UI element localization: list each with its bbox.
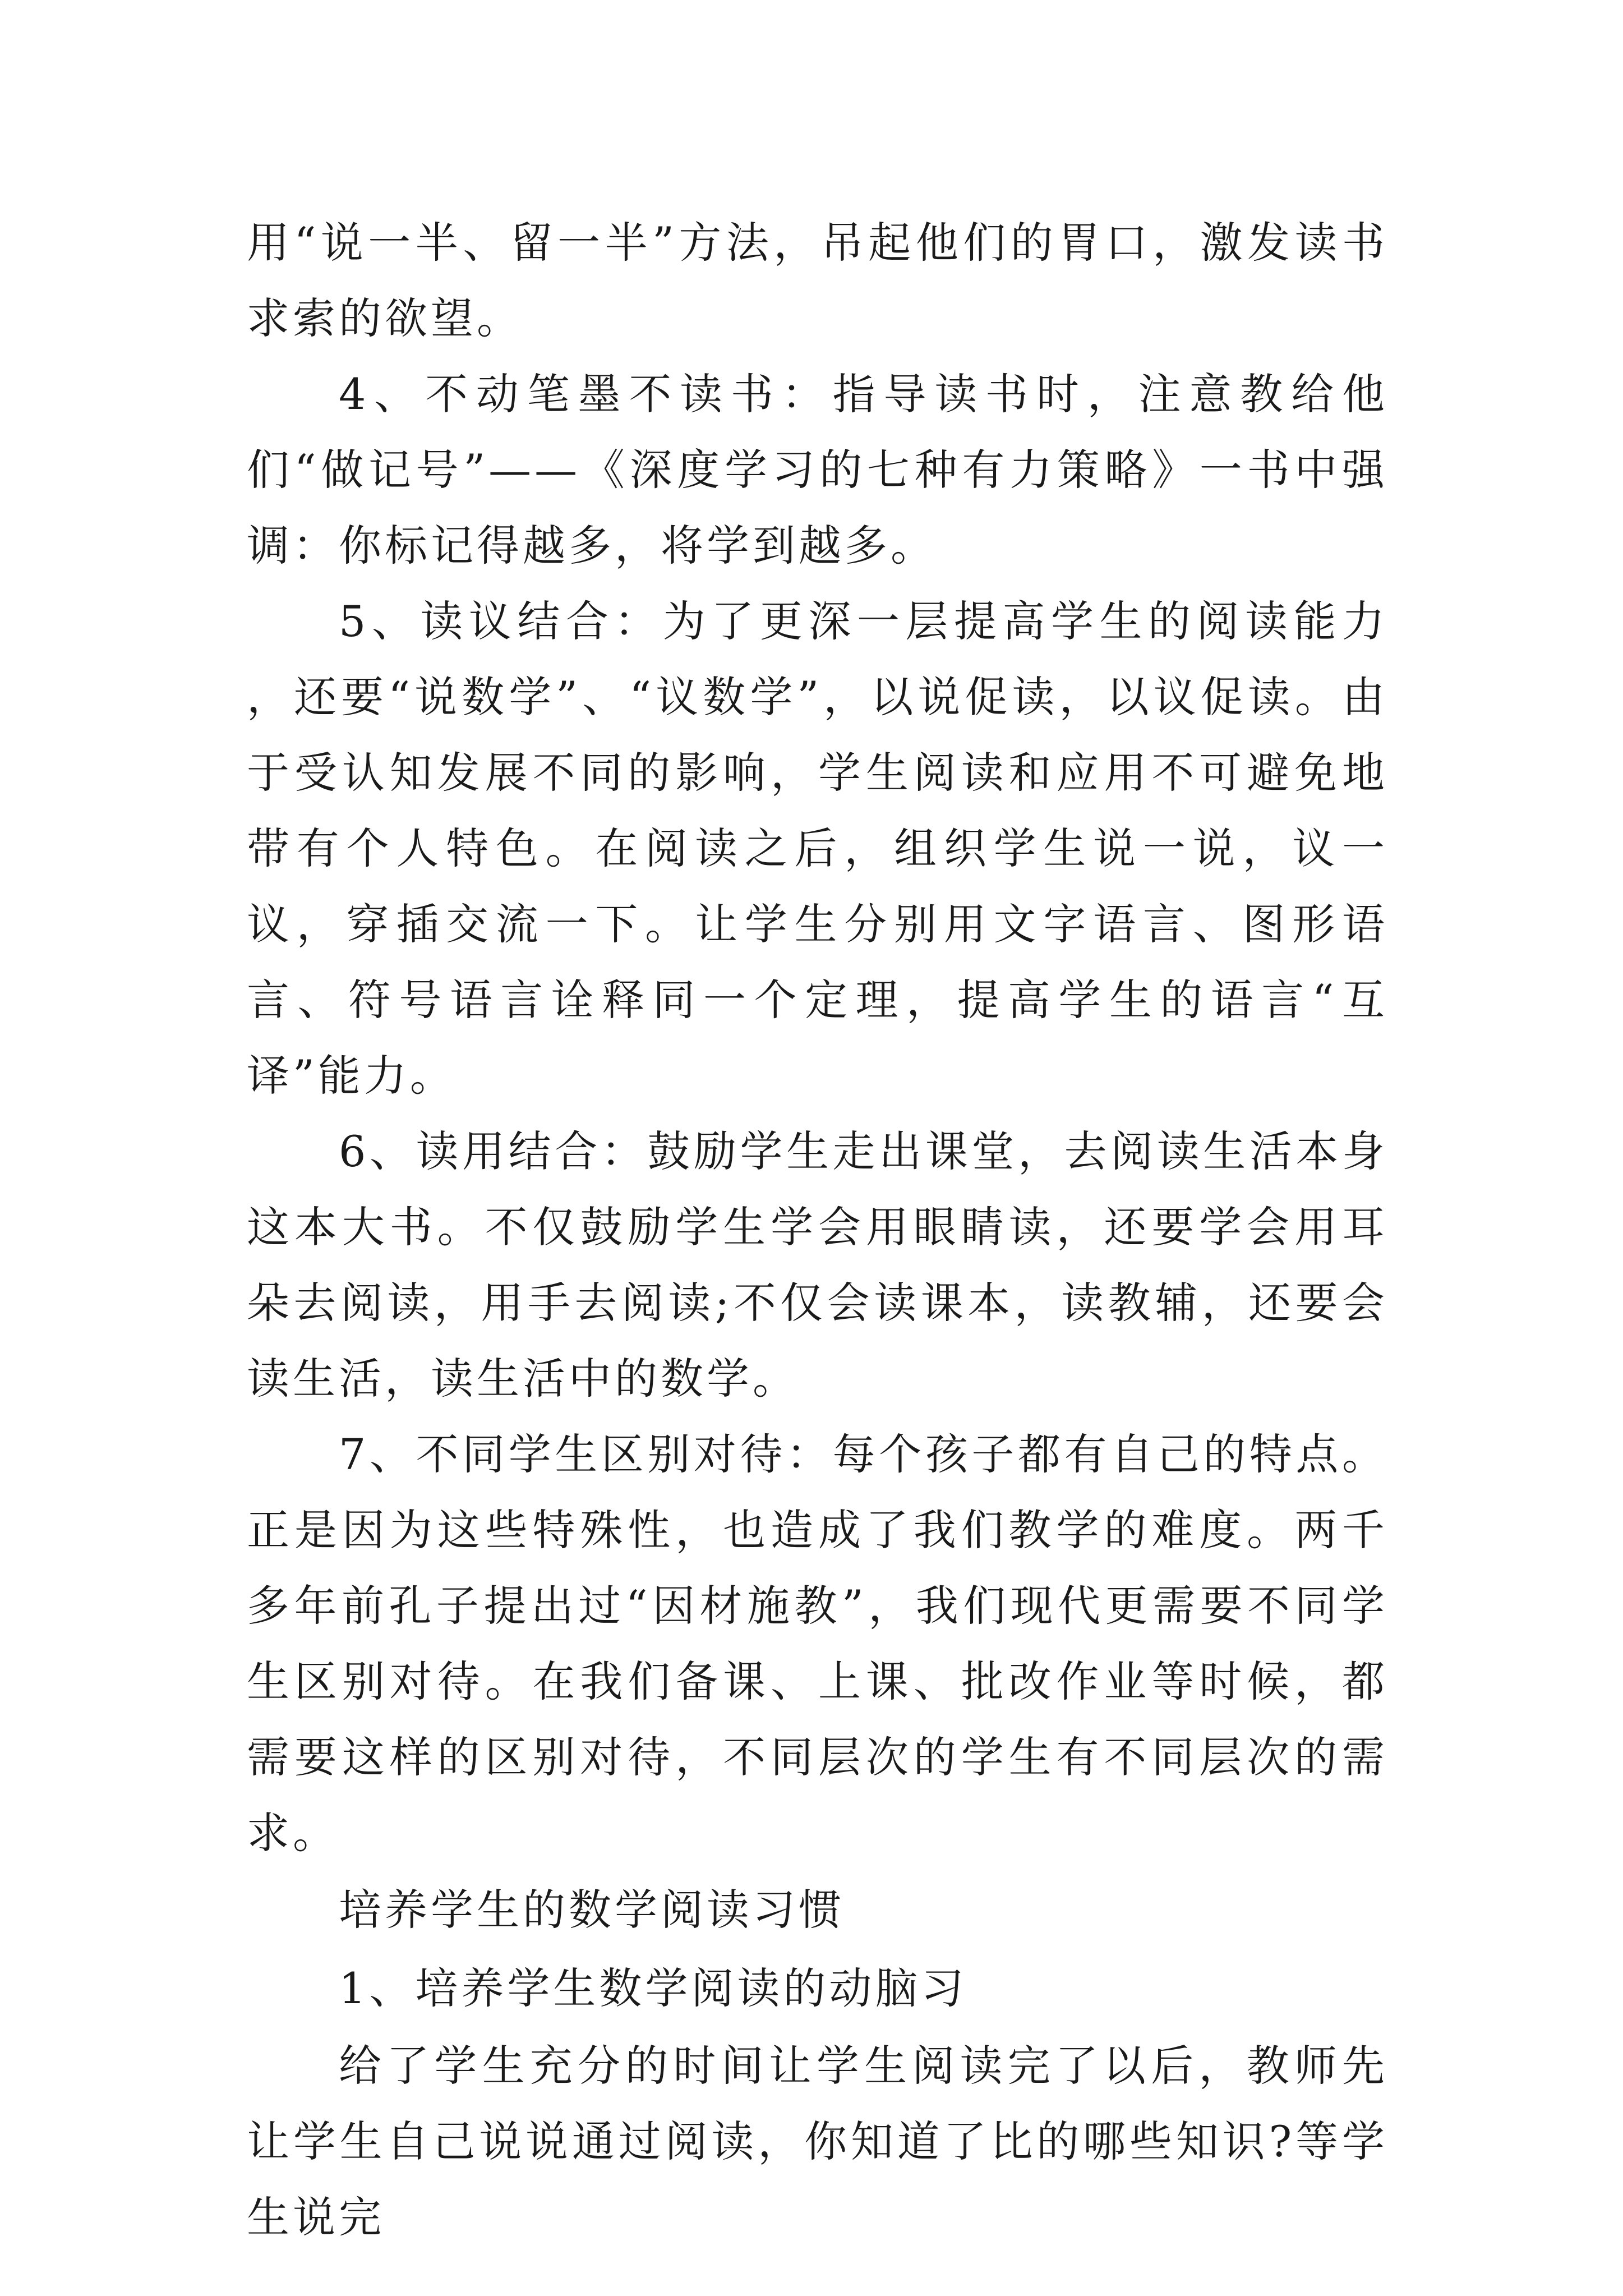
paragraph-item-4: 4、不动笔墨不读书：指导读书时，注意教给他们“做记号”——《深度学习的七种有力策略》一书中强调：你标记得越多，将学到越多。 bbox=[247, 369, 1388, 570]
body-text bbox=[247, 205, 1388, 2255]
paragraph-item-7: 7、不同学生区别对待：每个孩子都有自己的特点。正是因为这些特殊性，也造成了我们教学的难度。两千多年前孔子提出过“因材施教”，我们现代更需要不同学生区别对待。在我们备课、上课、批改作业等时候，都需要这样的区别对待，不同层次的学生有不同层次的需求。 bbox=[247, 1429, 1388, 1858]
section-heading: 培养学生的数学阅读习惯 bbox=[339, 1885, 845, 1935]
paragraph-item-5: 5、读议结合：为了更深一层提高学生的阅读能力 ，还要“说数学”、“议数学”，以说促读，以议促读。由于受认知发展不同的影响，学生阅读和应用不可避免地带有个人特色。在阅读之后，组织学生说一说，议一议，穿插交流一下。让学生分别用文字语言、图形语言、符号语言诠释同一个定理，提高学生的语言“互译”能力。 bbox=[247, 596, 1388, 1101]
paragraph-intro-continuation: 用“说一半、留一半”方法，吊起他们的胃口，激发读书求索的欲望。 bbox=[247, 218, 1388, 343]
paragraph-reading-time: 给了学生充分的时间让学生阅读完了以后，教师先让学生自己说说通过阅读，你知道了比的哪些知识?等学生说完 bbox=[247, 2041, 1388, 2242]
subsection-heading: 1、培养学生数学阅读的动脑习 bbox=[339, 1963, 967, 2013]
paragraph-item-6: 6、读用结合：鼓励学生走出课堂，去阅读生活本身这本大书。不仅鼓励学生学会用眼睛读，还要学会用耳朵去阅读，用手去阅读;不仅会读课本，读教辅，还要会读生活，读生活中的数学。 bbox=[247, 1126, 1388, 1404]
